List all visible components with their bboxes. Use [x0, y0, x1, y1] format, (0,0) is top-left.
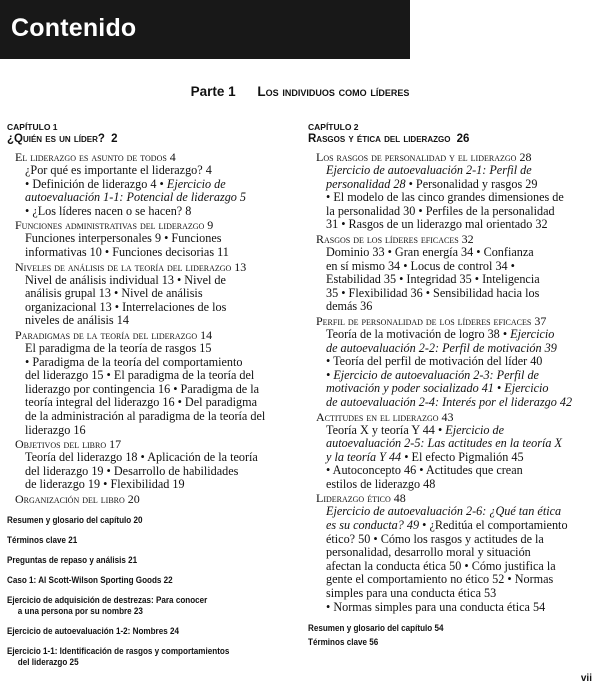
- toc-entry: [7, 178, 297, 192]
- toc-entry: del liderazgo 19 • Desarrollo de habilidades: [25, 463, 239, 478]
- chapter-title-text: Rasgos y ética del liderazgo: [308, 133, 451, 145]
- toc-text: Teoría de la motivación de logro 38 •: [326, 326, 511, 341]
- toc-entry: demás 36: [326, 299, 373, 314]
- toc-entry: Teoría del liderazgo 18 • Aplicación de la teoría: [25, 450, 258, 465]
- toc-entry: 35 • Flexibilidad 36 • Sensibilidad hacia los: [326, 285, 540, 300]
- page-title: Contenido: [11, 14, 137, 42]
- toc-entry: simples para una conducta ética 53: [326, 586, 497, 601]
- toc-exercise: autoevaluación 1-1: Potencial de liderazgo 5: [25, 190, 247, 205]
- toc-entry: [308, 519, 596, 533]
- part-heading: [0, 84, 600, 99]
- toc-entry: • Normas simples para una conducta ética 54: [326, 599, 546, 614]
- toc-entry: estilos de liderazgo 48: [326, 476, 436, 491]
- toc-entry: afectan la conducta ética 50 • Cómo justifica la: [326, 558, 556, 573]
- toc-text: • El efecto Pigmalión 45: [401, 449, 524, 464]
- toc-exercise: Ejercicio: [504, 381, 549, 396]
- toc-entry: [7, 191, 297, 205]
- toc-entry: • El modelo de las cinco grandes dimensiones de: [326, 190, 564, 205]
- toc-entry: • ¿Los líderes nacen o se hacen? 8: [25, 203, 192, 218]
- toc-exercise: de autoevaluación 2-2: Perfil de motivación 39: [326, 340, 557, 355]
- chapter-title: [7, 132, 297, 147]
- toc-text: • Definición de liderazgo 4 •: [25, 176, 167, 191]
- toc-entry: [308, 505, 596, 519]
- chapter-title: [308, 132, 596, 147]
- toc-section: [308, 410, 596, 492]
- toc-exercise: autoevaluación 2-5: Las actitudes en la teoría X: [326, 436, 562, 451]
- part-number: Parte 1: [190, 84, 236, 99]
- toc-entry: personalidad, desarrollo moral y situación: [326, 545, 531, 560]
- toc-section: [308, 314, 596, 410]
- toc-section: [7, 492, 297, 506]
- toc-entry: [308, 437, 596, 451]
- toc-text: • ¿Reditúa el comportamiento: [419, 518, 568, 533]
- toc-entry: Nivel de análisis individual 13 • Nivel de: [25, 272, 226, 287]
- toc-exercise: y la teoría Y 44: [326, 449, 402, 464]
- toc-section: [308, 150, 596, 232]
- toc-exercise: personalidad 28: [326, 176, 406, 191]
- toc-entry: organizacional 13 • Interrelaciones de los: [25, 299, 227, 314]
- toc-entry: [308, 396, 596, 410]
- toc-section: [7, 437, 297, 492]
- toc-exercise: • Ejercicio de autoevaluación 2-3: Perfil de: [326, 367, 539, 382]
- section-heading: Los rasgos de personalidad y el liderazgo 28: [316, 150, 532, 164]
- toc-entry: • Teoría del perfil de motivación del líder 40: [326, 354, 543, 369]
- end-matter-item: a una persona por su nombre 23: [17, 605, 143, 616]
- toc-entry: liderazgo por contingencia 16 • Paradigma de la: [25, 381, 260, 396]
- toc-entry: liderazgo 16: [25, 422, 86, 437]
- header-bar: [0, 0, 410, 59]
- toc-entry: teoría integral del liderazgo 16 • Del paradigma: [25, 395, 258, 410]
- toc-exercise: Ejercicio de autoevaluación 2-6: ¿Qué tan ética: [326, 504, 562, 519]
- toc-section: [308, 491, 596, 614]
- end-matter-item: Términos clave 56: [308, 637, 379, 648]
- section-heading: Rasgos de los líderes eficaces 32: [316, 231, 474, 246]
- toc-entry: niveles de análisis 14: [25, 313, 129, 328]
- end-matter-item: Ejercicio de autoevaluación 1-2: Nombres 24: [7, 625, 179, 636]
- toc-entry: la personalidad 30 • Perfiles de la personalidad: [326, 203, 555, 218]
- section-heading: Paradigmas de la teoría del liderazgo 14: [15, 327, 213, 342]
- end-matter-item: del liderazgo 25: [17, 656, 79, 667]
- toc-entry: • Autoconcepto 46 • Actitudes que crean: [326, 463, 523, 478]
- toc-entry: 31 • Rasgos de un liderazgo mal orientado 32: [326, 217, 548, 232]
- end-matter-item: Ejercicio 1-1: Identificación de rasgos y comportamientos: [7, 645, 230, 656]
- chapter-page: 26: [456, 133, 470, 145]
- toc-exercise: Ejercicio de: [166, 176, 226, 191]
- chapter-label: CAPÍTULO 2: [308, 122, 359, 132]
- toc-entry: [308, 382, 596, 396]
- toc-exercise: motivación y poder socializado 41: [326, 381, 494, 396]
- toc-entry: gente el comportamiento no ético 52 • Normas: [326, 572, 554, 587]
- toc-entry: [308, 424, 596, 438]
- section-heading: Funciones administrativas del liderazgo 9: [15, 218, 214, 233]
- section-heading: Perfil de personalidad de los líderes eficaces 37: [316, 313, 547, 328]
- toc-entry: [308, 178, 596, 192]
- toc-entry: [308, 164, 596, 178]
- toc-entry: Dominio 33 • Gran energía 34 • Confianza: [326, 244, 534, 259]
- toc-entry: [308, 451, 596, 465]
- toc-exercise: Ejercicio: [510, 326, 555, 341]
- toc-entry: El paradigma de la teoría de rasgos 15: [25, 340, 212, 355]
- toc-section: [308, 232, 596, 314]
- toc-exercise: Ejercicio de: [445, 422, 505, 437]
- toc-exercise: Ejercicio de autoevaluación 2-1: Perfil de: [326, 163, 532, 177]
- chapter-2-column: [308, 122, 596, 648]
- toc-entry: ¿Por qué es importante el liderazgo? 4: [25, 163, 212, 177]
- toc-text: • Personalidad y rasgos 29: [405, 176, 538, 191]
- toc-section: [7, 260, 297, 328]
- toc-exercise: de autoevaluación 2-4: Interés por el liderazgo 42: [326, 394, 573, 409]
- toc-entry: Estabilidad 35 • Integridad 35 • Inteligencia: [326, 272, 540, 287]
- toc-entry: de la administración al paradigma de la teoría del: [25, 408, 266, 423]
- end-matter-item: Caso 1: Al Scott-Wilson Sporting Goods 22: [7, 574, 173, 585]
- section-heading: El liderazgo es asunto de todos 4: [15, 150, 176, 164]
- section-heading: Actitudes en el liderazgo 43: [316, 409, 454, 424]
- end-matter-item: Resumen y glosario del capítulo 20: [7, 514, 143, 525]
- end-matter-item: Términos clave 21: [7, 534, 78, 545]
- section-heading: Organización del libro 20: [15, 491, 140, 506]
- toc-entry: informativas 10 • Funciones decisorias 11: [25, 244, 229, 259]
- toc-entry: del liderazgo 15 • El paradigma de la teoría del: [25, 368, 255, 383]
- chapter-title-text: ¿Quién es un líder?: [7, 133, 105, 145]
- end-matter-item: Resumen y glosario del capítulo 54: [308, 623, 444, 634]
- chapter-label: CAPÍTULO 1: [7, 122, 58, 132]
- toc-entry: análisis grupal 13 • Nivel de análisis: [25, 286, 203, 301]
- chapter-page: 2: [111, 133, 118, 145]
- toc-entry: [308, 342, 596, 356]
- end-matter-item: Preguntas de repaso y análisis 21: [7, 554, 138, 565]
- section-heading: Liderazgo ético 48: [316, 491, 406, 506]
- toc-entry: [308, 369, 596, 383]
- page-number: vii: [580, 673, 592, 684]
- end-matter-item: Ejercicio de adquisición de destrezas: Para conocer: [7, 594, 208, 605]
- toc-entry: • Paradigma de la teoría del comportamiento: [25, 354, 243, 369]
- toc-section: [7, 328, 297, 437]
- toc-entry: en sí mismo 34 • Locus de control 34 •: [326, 258, 515, 273]
- toc-section: [7, 150, 297, 218]
- chapter-1-column: [7, 122, 297, 668]
- toc-entry: ético? 50 • Cómo los rasgos y actitudes de la: [326, 531, 544, 546]
- toc-exercise: es su conducta? 49: [326, 518, 420, 533]
- section-heading: Niveles de análisis de la teoría del liderazgo 13: [15, 259, 247, 274]
- section-heading: Objetivos del libro 17: [15, 437, 122, 452]
- toc-section: [7, 218, 297, 259]
- part-title: Los individuos como líderes: [257, 84, 410, 99]
- toc-entry: Funciones interpersonales 9 • Funciones: [25, 231, 222, 246]
- toc-text: •: [493, 381, 505, 396]
- toc-text: Teoría X y teoría Y 44 •: [326, 422, 446, 437]
- toc-entry: [308, 328, 596, 342]
- toc-entry: de liderazgo 19 • Flexibilidad 19: [25, 477, 185, 492]
